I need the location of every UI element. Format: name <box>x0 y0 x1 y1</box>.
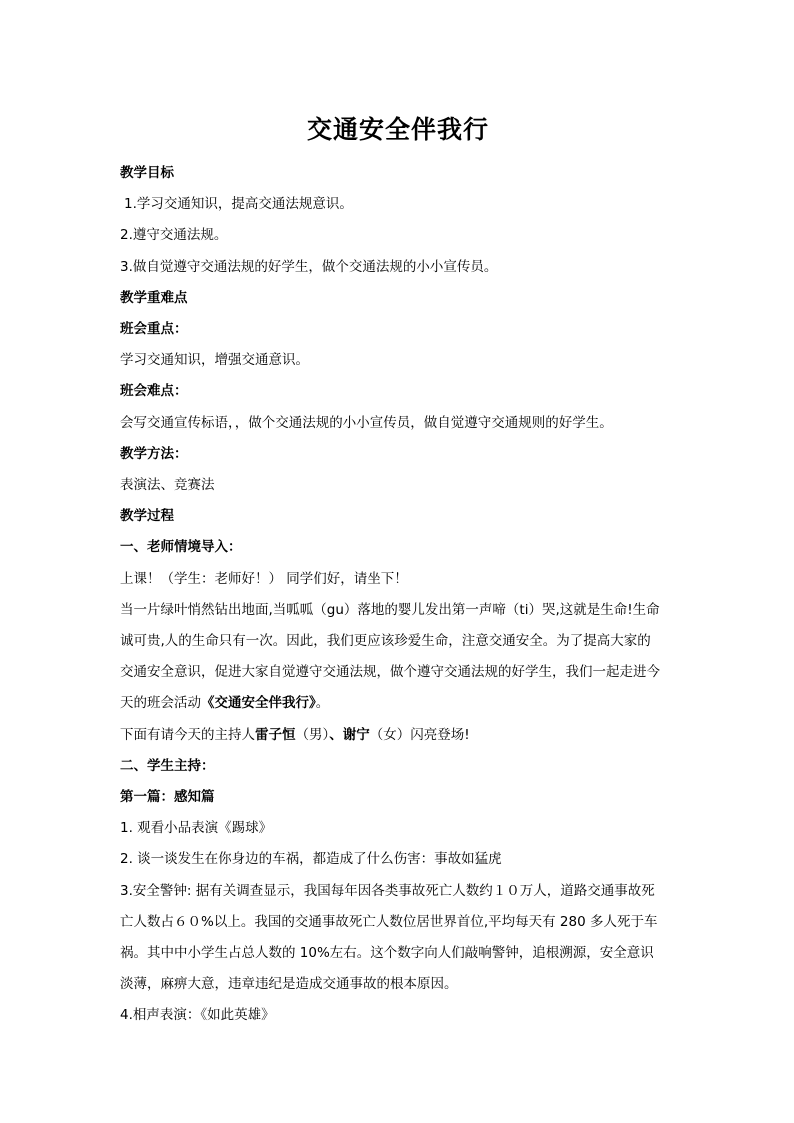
host-gender-1: （男） <box>295 726 330 743</box>
methods-text: 表演法、竞赛法 <box>120 477 215 494</box>
part2-item-2: 2. 谈一谈发生在你身边的车祸，都造成了什么伤害：事故如猛虎 <box>120 851 502 868</box>
key-point-label: 班会重点： <box>120 321 188 338</box>
host-suffix: 闪亮登场! <box>410 726 470 743</box>
document-title: 交通安全伴我行 <box>306 115 489 144</box>
activity-title: 《交通安全伴我行》 <box>201 695 316 712</box>
part2-item-3-line-4: 淡薄，麻痹大意，违章违纪是造成交通事故的根本原因。 <box>120 976 458 993</box>
intro-paragraph-line-2: 诚可贵,人的生命只有一次。因此，我们更应该珍爱生命，注意交通安全。为了提高大家的 <box>120 633 651 650</box>
methods-heading: 教学方法： <box>120 445 188 462</box>
intro-last-suffix: 。 <box>315 695 330 712</box>
objective-item-3: 3.做自觉遵守交通法规的好学生，做个交通法规的小小宣传员。 <box>120 258 498 275</box>
objective-item-2: 2.遵守交通法规。 <box>120 227 228 244</box>
part2-item-4: 4.相声表演：《如此英雄》 <box>120 1007 275 1024</box>
host-name-1: 雷子恒 <box>255 726 296 743</box>
chapter-heading: 第一篇：感知篇 <box>120 789 215 806</box>
key-point-text: 学习交通知识，增强交通意识。 <box>120 352 309 369</box>
part2-heading: 二、学生主持： <box>120 757 215 774</box>
objective-item-1: 1.学习交通知识，提高交通法规意识。 <box>124 196 353 213</box>
part2-item-1: 1. 观看小品表演《踢球》 <box>120 820 273 837</box>
part2-item-3-line-1: 3.安全警钟: 据有关调查显示，我国每年因各类事故死亡人数约１０万人，道路交通事故死 <box>120 882 655 899</box>
difficulties-heading: 教学重难点 <box>120 289 188 306</box>
intro-paragraph-line-4 <box>120 688 676 719</box>
intro-paragraph-line-3: 交通安全意识，促进大家自觉遵守交通法规，做个遵守交通法规的好学生，我们一起走进今 <box>120 664 660 681</box>
host-intro-line <box>120 720 676 751</box>
hard-point-text: 会写交通宣传标语，，做个交通法规的小小宣传员，做自觉遵守交通规则的好学生。 <box>120 414 613 431</box>
part1-heading: 一、老师情境导入： <box>120 539 242 556</box>
part2-item-3-line-3: 祸。其中中小学生占总人数的 10%左右。这个数字向人们敲响警钟，追根溯源，安全意识 <box>120 945 654 962</box>
host-prefix: 下面有请今天的主持人 <box>120 726 255 743</box>
host-gender-2: （女） <box>369 726 411 743</box>
objectives-heading: 教学目标 <box>120 165 174 181</box>
intro-paragraph-line-1: 当一片绿叶悄然钻出地面,当呱呱（gu）落地的婴儿发出第一声啼（ti）哭,这就是生命!生命 <box>120 601 660 618</box>
part2-item-3-line-2: 亡人数占６０%以上。我国的交通事故死亡人数位居世界首位,平均每天有 280 多人死于车 <box>120 913 658 930</box>
host-name-2: 、谢宁 <box>329 726 370 743</box>
intro-last-prefix: 天的班会活动 <box>120 695 201 712</box>
greeting-line: 上课！（学生：老师好！） 同学们好，请坐下！ <box>120 570 408 587</box>
hard-point-label: 班会难点： <box>120 383 188 400</box>
process-heading: 教学过程 <box>120 508 174 525</box>
